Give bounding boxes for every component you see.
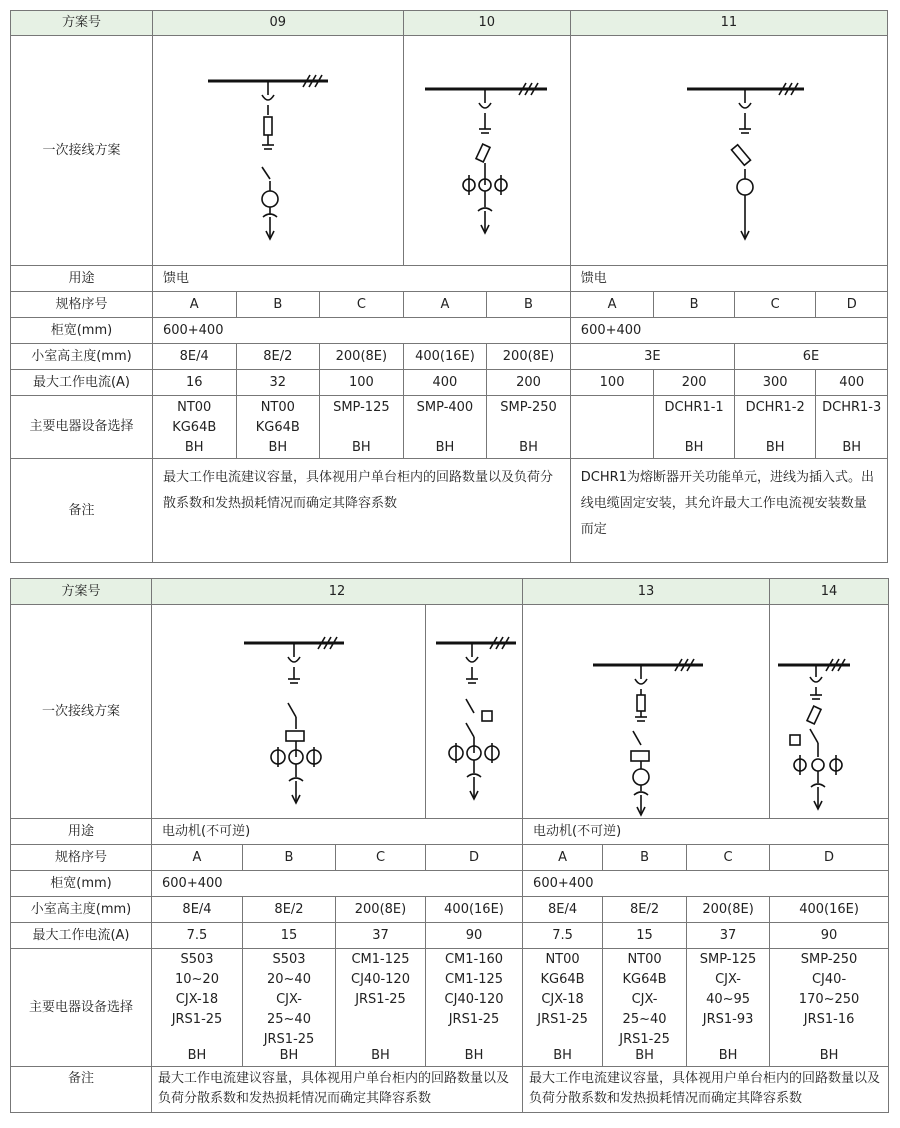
spec-cell: A: [152, 292, 236, 318]
wiring-diagram-12a: [152, 605, 426, 819]
equipment-cell: DCHR1-2 BH: [734, 396, 816, 459]
cab-width-right: 600+400: [570, 318, 887, 344]
equipment-cell: NT00 KG64B BH: [236, 396, 320, 459]
equipment-cell: NT00 KG64B BH: [152, 396, 236, 459]
scheme-14: 14: [770, 579, 889, 605]
spec-cell: A: [523, 845, 603, 871]
wiring-diagram-11: [570, 36, 887, 266]
current-cell: 400: [816, 370, 888, 396]
equipment-bh: BH: [371, 1048, 390, 1063]
current-cell: 200: [654, 370, 735, 396]
equipment-bh: BH: [187, 1048, 207, 1063]
equipment-models: S503 20~40 CJX- 25~40 JRS1-25: [263, 952, 315, 1047]
equipment-cell: DCHR1-1 BH: [654, 396, 735, 459]
current-cell: 90: [770, 923, 889, 949]
spec-cell: B: [487, 292, 571, 318]
wiring-label: 一次接线方案: [11, 605, 152, 819]
current-cell: 200: [487, 370, 571, 396]
purpose-left: 馈电: [152, 266, 570, 292]
scheme-no-label: 方案号: [11, 579, 152, 605]
equipment-models: NT00 KG64B CJX- 25~40 JRS1-25: [619, 952, 670, 1047]
equipment-cell: [570, 396, 654, 459]
wiring-diagram-10: [403, 36, 570, 266]
height-cell: 8E/4: [523, 897, 603, 923]
scheme-10: 10: [403, 11, 570, 36]
scheme-11: 11: [570, 11, 887, 36]
spec-cell: A: [403, 292, 487, 318]
equipment-models: CM1-160 CM1-125 CJ40-120 JRS1-25: [444, 952, 504, 1027]
room-height-label: 小室高主度(mm): [11, 897, 152, 923]
wiring-diagram-09-svg: [158, 37, 398, 265]
equipment-cell: [243, 949, 336, 1067]
spec-cell: D: [770, 845, 889, 871]
equipment-models: SMP-250 CJ40- 170~250 JRS1-16: [798, 952, 860, 1027]
cab-width-left: 600+400: [152, 318, 570, 344]
current-cell: 7.5: [523, 923, 603, 949]
spec-cell: D: [426, 845, 523, 871]
cab-width-label: 柜宽(mm): [11, 318, 153, 344]
remark-left: 最大工作电流建议容量，具体视用户单台柜内的回路数量以及负荷分散系数和发热损耗情况而确定其降容系数: [152, 1067, 523, 1113]
current-cell: 32: [236, 370, 320, 396]
remark-right: DCHR1为熔断器开关功能单元，进线为插入式。出线电缆固定安装，其允许最大工作电流视安装数量而定: [570, 459, 887, 563]
equipment-label: 主要电器设备选择: [11, 949, 152, 1067]
equipment-cell: [523, 949, 603, 1067]
purpose-left: 电动机(不可逆): [152, 819, 523, 845]
height-cell: 200(8E): [487, 344, 571, 370]
wiring-diagram-12a-svg: [154, 607, 424, 817]
equipment-models: NT00 KG64B CJX-18 JRS1-25: [537, 952, 588, 1027]
equipment-bh: BH: [718, 1048, 738, 1063]
equipment-cell: [603, 949, 687, 1067]
height-cell: 200(8E): [320, 344, 404, 370]
current-cell: 15: [243, 923, 336, 949]
current-cell: 90: [426, 923, 523, 949]
equipment-label: 主要电器设备选择: [11, 396, 153, 459]
scheme-09: 09: [152, 11, 403, 36]
max-current-label: 最大工作电流(A): [11, 370, 153, 396]
equipment-cell: [152, 949, 243, 1067]
height-cell: 8E/4: [152, 897, 243, 923]
height-cell: 400(16E): [426, 897, 523, 923]
remark-left: 最大工作电流建议容量，具体视用户单台柜内的回路数量以及负荷分散系数和发热损耗情况而确定其降容系数: [152, 459, 570, 563]
equipment-bh: BH: [635, 1048, 654, 1063]
equipment-cell: [336, 949, 426, 1067]
current-cell: 37: [687, 923, 770, 949]
current-cell: 7.5: [152, 923, 243, 949]
equipment-bh: BH: [553, 1048, 572, 1063]
current-cell: 100: [320, 370, 404, 396]
cab-width-left: 600+400: [152, 871, 523, 897]
spec-cell: D: [816, 292, 888, 318]
wiring-diagram-12b-svg: [426, 607, 522, 817]
height-cell: 8E/2: [243, 897, 336, 923]
remark-label: 备注: [11, 1067, 152, 1113]
spec-cell: B: [236, 292, 320, 318]
cab-width-label: 柜宽(mm): [11, 871, 152, 897]
remark-right: 最大工作电流建议容量，具体视用户单台柜内的回路数量以及负荷分散系数和发热损耗情况而确定其降容系数: [523, 1067, 889, 1113]
wiring-diagram-13-svg: [523, 607, 769, 817]
current-cell: 16: [152, 370, 236, 396]
current-cell: 300: [734, 370, 816, 396]
wiring-diagram-13: [523, 605, 770, 819]
height-cell: 400(16E): [403, 344, 487, 370]
equipment-models: SMP-125 CJX- 40~95 JRS1-93: [699, 952, 757, 1027]
equipment-cell: DCHR1-3 BH: [816, 396, 888, 459]
spec-cell: C: [734, 292, 816, 318]
spec-cell: B: [243, 845, 336, 871]
wiring-diagram-10-svg: [407, 37, 567, 265]
equipment-models: S503 10~20 CJX-18 JRS1-25: [171, 952, 223, 1027]
spec-cell: C: [320, 292, 404, 318]
purpose-right: 馈电: [570, 266, 887, 292]
scheme-13: 13: [523, 579, 770, 605]
equipment-bh: BH: [819, 1048, 839, 1063]
height-cell: 8E/2: [236, 344, 320, 370]
spec-cell: A: [152, 845, 243, 871]
equipment-cell: [770, 949, 889, 1067]
spec-cell: B: [603, 845, 687, 871]
height-cell: 6E: [734, 344, 887, 370]
room-height-label: 小室高主度(mm): [11, 344, 153, 370]
spec-cell: A: [570, 292, 654, 318]
cab-width-right: 600+400: [523, 871, 889, 897]
max-current-label: 最大工作电流(A): [11, 923, 152, 949]
equipment-cell: SMP-400 BH: [403, 396, 487, 459]
remark-label: 备注: [11, 459, 153, 563]
height-cell: 400(16E): [770, 897, 889, 923]
wiring-diagram-11-svg: [579, 37, 879, 265]
scheme-12: 12: [152, 579, 523, 605]
spec-label: 规格序号: [11, 845, 152, 871]
equipment-models: CM1-125 CJ40-120 JRS1-25: [351, 952, 410, 1007]
height-cell: 3E: [570, 344, 734, 370]
wiring-diagram-09: [152, 36, 403, 266]
current-cell: 400: [403, 370, 487, 396]
equipment-cell: SMP-125 BH: [320, 396, 404, 459]
scheme-table-09-11: [10, 10, 888, 563]
spec-cell: C: [687, 845, 770, 871]
purpose-label: 用途: [11, 819, 152, 845]
wiring-diagram-14-svg: [770, 607, 888, 817]
height-cell: 8E/4: [152, 344, 236, 370]
current-cell: 37: [336, 923, 426, 949]
equipment-bh: BH: [464, 1048, 484, 1063]
wiring-label: 一次接线方案: [11, 36, 153, 266]
wiring-diagram-14: [770, 605, 889, 819]
wiring-diagram-12b: [426, 605, 523, 819]
spec-cell: C: [336, 845, 426, 871]
height-cell: 200(8E): [336, 897, 426, 923]
equipment-bh: BH: [279, 1048, 299, 1063]
current-cell: 100: [570, 370, 654, 396]
equipment-cell: SMP-250 BH: [487, 396, 571, 459]
purpose-right: 电动机(不可逆): [523, 819, 889, 845]
spec-cell: B: [654, 292, 735, 318]
equipment-cell: [687, 949, 770, 1067]
equipment-cell: [426, 949, 523, 1067]
scheme-table-12-14: [10, 578, 889, 1113]
height-cell: 200(8E): [687, 897, 770, 923]
spec-label: 规格序号: [11, 292, 153, 318]
scheme-no-label: 方案号: [11, 11, 153, 36]
purpose-label: 用途: [11, 266, 153, 292]
current-cell: 15: [603, 923, 687, 949]
height-cell: 8E/2: [603, 897, 687, 923]
